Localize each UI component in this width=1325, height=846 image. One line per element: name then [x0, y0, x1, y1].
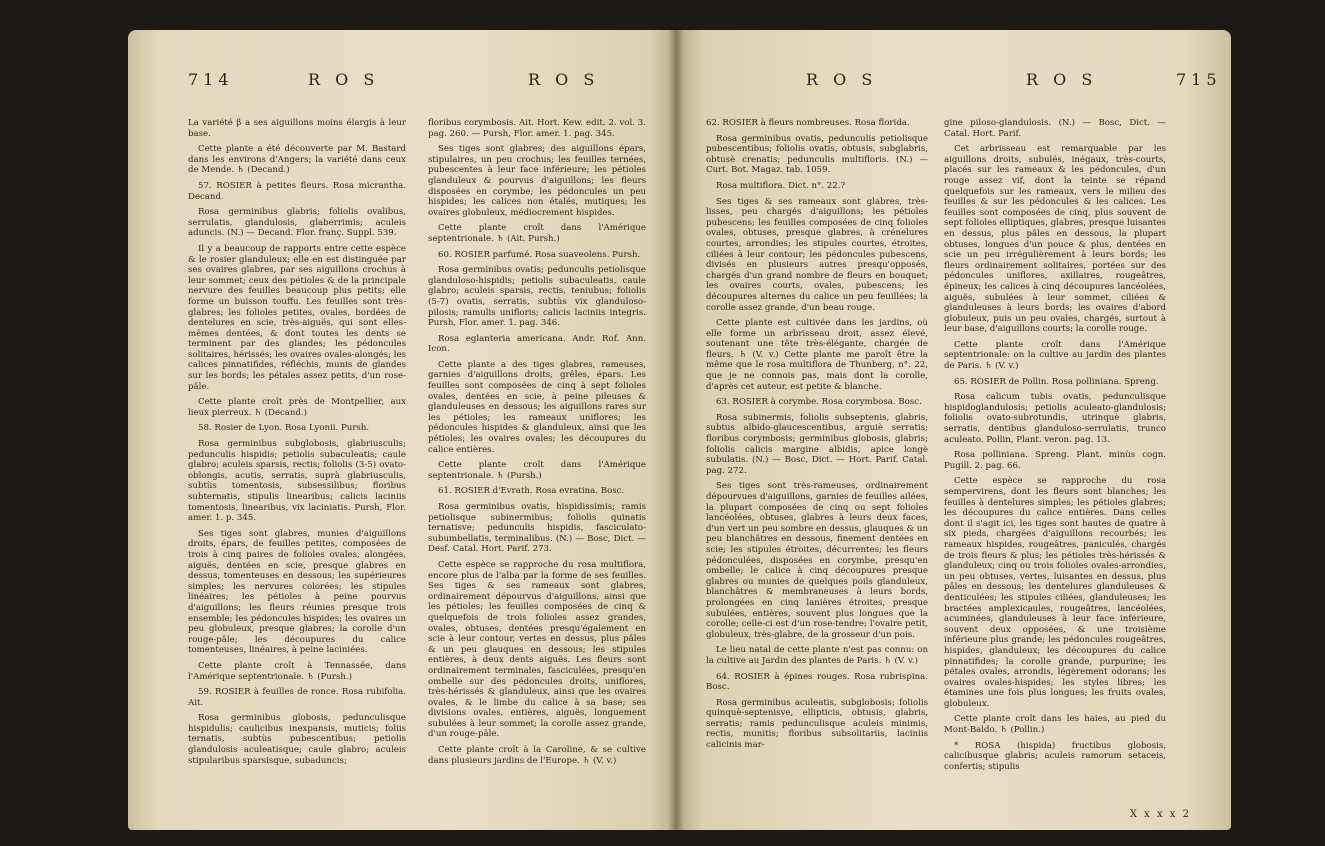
running-head-right-col1: R O S: [806, 70, 878, 89]
paragraph: 62. ROSIER à fleurs nombreuses. Rosa florida.: [706, 118, 910, 128]
page-number-right: 715: [1176, 70, 1222, 89]
paragraph: 57. ROSIER à petites fleurs. Rosa micrantha. Decand.: [188, 180, 406, 202]
paragraph: Il y a beaucoup de rapports entre cette espèce & le rosier glanduleux; elle en est distinguée par ses ovaires glabres, par ses aiguillons crochus à leur sommet; ceux des pétioles & de la principale nervure des feuilles beaucoup plus petits; elle forme un buisson touffu. Les feuilles sont très-glabres; les folioles petites, ovales, bordées de dentelures en scie, très-aiguës, qui sont elles-mêmes dentées, & dont toutes les dents se terminent par des glandes; les pédoncules solitaires, hérissés; les ovaires ovales-alongés; les calices pinnatifides, réfléchis, munis de glandes sur les bords; les pétales assez petits, d'un rose-pâle.: [188, 243, 406, 392]
paragraph: Rosa germinibus globosis, pedunculisque hispidulis; caulicibus inexpansis, muticis; foliis ternatis, subtùs pubescentibus; petiolis glandulosis aculeatisque; caule glabro; aculeis stipularibus sparsisque, subaduncis;: [188, 713, 406, 766]
paragraph: Cette plante est cultivée dans les jardins, où elle forme un arbrisseau droit, assez élevé, soutenant une tête très-élégante, chargée de fleurs. ♄ (V. v.) Cette plante me paroît être la même que le rosa multiflora de Thunberg, n°. 22, que je ne connois pas, mais dont la corolle, d'après cet auteur, est petite & blanche.: [706, 318, 928, 392]
right-page-column-2: [944, 118, 1166, 806]
right-page: [676, 30, 1231, 830]
signature-mark: X x x x 2: [1129, 809, 1191, 820]
paragraph: Cet arbrisseau est remarquable par les aiguillons droits, subulés, inégaux, très-courts, placés sur les rameaux & les pédoncules, d'un rouge assez vif, dont la teinte se répand quelquefois sur les rameaux, vers le milieu des feuilles & sur les pédoncules & les calices. Les feuilles sont composées de cinq, plus souvent de sept folioles elliptiques, glabres, presque luisantes en dessus, plus pâles en dessous, la plupart obtuses, longues d'un pouce & plus, dentées en scie un peu irrégulièrement à leurs bords; les fleurs ordinairement solitaires, portées sur des pédoncules uniflores, axillaires, rougeâtres, épineux; les calices à cinq découpures lancéolées, aiguës, subulées à leur sommet, ciliées & glanduleuses à leurs bords; les ovaires d'abord globuleux, puis un peu ovales, chargés, surtout à leur base, d'aiguillons courts; la corolle rouge.: [944, 144, 1166, 335]
paragraph: Cette plante croît dans l'Amérique septentrionale. ♄ (Ait. Pursh.): [428, 223, 646, 244]
paragraph: 58. Rosier de Lyon. Rosa Lyonii. Pursh.: [198, 423, 370, 434]
paragraph: Le lieu natal de cette plante n'est pas connu: on la cultive au Jardin des plantes de Paris. ♄ (V. v.): [706, 645, 928, 666]
paragraph: Rosa multiflora. Dict. n°. 22.?: [716, 180, 846, 191]
left-page-column-1: [188, 118, 406, 818]
paragraph: Ses tiges sont glabres, munies d'aiguillons droits, épars, de feuilles petites, composées de trois à cinq paires de folioles ovales, alongées, aiguës, dentées en scie, presque glabres en dessus, tomenteuses en dessous; les supérieures simples; les nervures colorées; les stipules linéaires; les pétioles à peine pourvus d'aiguillons; les fleurs réunies presque trois ensemble; les pédoncules hispides; les ovaires un peu globuleux, presque glabres; la corolle d'un rouge-pâle; les découpures du calice tomenteuses, linéaires, à peine laciniées.: [188, 528, 406, 656]
paragraph: 65. ROSIER de Pollin. Rosa polliniana. Spreng.: [954, 376, 1159, 387]
paragraph: Rosa germinibus subglobosis, glabriusculis; pedunculis hispidis; petiolis subaculeatis; caule glabro; aculeis sparsis, rectis; foliolis (3-5) ovato-oblongis, acutis, serratis, suprà glabriusculis, subtùs tomentosis, subsessilibus; floribus subternatis, stipulis linearibus; calicis laciniis tomentosis, linearibus, vix laciniatis. Pursh, Flor. amer. 1. p. 345.: [188, 439, 406, 524]
paragraph: Rosa germinibus ovatis; pedunculis petiolisque glanduloso-hispidis; petiolis subaculeatis, caule glabro; aculeis sparsis, rectis, teniubus; foliolis (5-7) ovatis, serratis, subtùs vix glanduloso-pilosis; ramulis unifloris; calicis laciniis integris. Pursh, Flor. amer. 1. pag. 346.: [428, 265, 646, 329]
paragraph: La variété β a ses aiguillons moins élargis à leur base.: [188, 118, 406, 139]
paragraph: Rosa germinibus ovatis, hispidissimis; ramis petiolisque subinermibus; foliolis quinatis ternatisve; pedunculis hispidis, fasciculato-subumbellatis, terminalibus. (N.) — Bosc, Dict. — Desf. Catal. Hort. Parif. 273.: [428, 502, 646, 555]
paragraph: Rosa subinermis, foliolis subseptenis, glabris, subtus albido-glaucescentibus, arguiè serratis; floribus corymbosis; germinibus globosis, glabris; foliolis calicis margine albidis, apice longè subulatis. (N.) — Bosc, Dict. — Hort. Parif. Catal. pag. 272.: [706, 412, 928, 476]
paragraph: Rosa polliniana. Spreng. Plant. minùs cogn. Pugill. 2. pag. 66.: [944, 450, 1166, 471]
paragraph: 64. ROSIER à épines rouges. Rosa rubrispina. Bosc.: [706, 671, 928, 693]
paragraph: Ses tiges sont très-rameuses, ordinairement dépourvues d'aiguillons, garnies de feuilles ailées, la plupart composées de cinq ou sept folioles lancéolées, obtuses, glabres à leurs deux faces, d'un vert un peu sombre en dessus, glauques & un peu blanchâtres en dessous, finement dentées en scie; les stipules étroites, décurrentes; les fleurs pédonculées, disposées en corymbe, presqu'en ombelle; le calice à cinq découpures presque glabres ou munies de quelques poils glanduleux, blanchâtres & membraneuses à leurs bords, prolongées en cinq lanières étroites, presque subulées, entières, souvent plus longues que la corolle; celle-ci est d'un rose-tendre; l'ovaire petit, globuleux, très-glabre, de la grosseur d'un pois.: [706, 481, 928, 640]
left-page-column-2: [428, 118, 646, 818]
paragraph: 59. ROSIER à feuilles de ronce. Rosa rubifolia. Ait.: [188, 687, 406, 708]
right-page-column-1: [706, 118, 928, 818]
paragraph: 61. ROSIER d'Evrath. Rosa evratina. Bosc.: [438, 486, 625, 497]
paragraph: 60. ROSIER parfumé. Rosa suaveolens. Pursh.: [438, 249, 641, 260]
paragraph: * ROSA (hispida) fructibus globosis, calicibusque glabris; aculeis ramorum setaceis, confertis; stipulis: [944, 740, 1166, 772]
paragraph: Rosa calicum tubis ovatis, pedunculisque hispidoglandulosis; petiolis aculeato-glandulosis; foliolis ovato-subrotundis, utrinquè glabris, serratis, dentibus glanduloso-serrulatis, trunco aculeato. Pollin, Plant. veron. pag. 13.: [944, 392, 1166, 445]
book-gutter: [668, 30, 684, 830]
running-head-right-col2: R O S: [1026, 70, 1098, 89]
paragraph: Cette plante croît dans l'Amérique septentrionale: on la cultive au jardin des plantes de Paris. ♄ (V. v.): [944, 339, 1166, 372]
paragraph: Rosa germinibus glabris; foliolis ovalibus, serrulatis, glandulosis, glaberrimis; aculeis aduncis. (N.) — Decand. Flor. franç. Suppl. 539.: [188, 207, 406, 239]
paragraph: 63. ROSIER à corymbe. Rosa corymbosa. Bosc.: [716, 397, 922, 408]
paragraph: floribus corymbosis. Ait. Hort. Kew. edit. 2. vol. 3. pag. 260. — Pursh, Flor. amer. 1. pag. 345.: [428, 118, 646, 139]
running-head-left-col1: R O S: [308, 70, 380, 89]
paragraph: Cette plante a des tiges glabres, rameuses, garnies d'aiguillons droits, grêles, épars. Les feuilles sont composées de cinq à sept folioles ovales, dentées en scie, à peine pileuses & glanduleuses en dessous; les aiguillons rares sur les pétioles; les rameaux uniflores; les pédoncules hispides & glanduleux, ainsi que les pétioles; les ovaires ovales; les découpures du calice entières.: [428, 359, 646, 455]
page-number-left: 714: [188, 70, 234, 89]
paragraph: Cette plante a été découverte par M. Bastard dans les environs d'Angers; la variété dans ceux de Mende. ♄ (Decand.): [188, 144, 406, 176]
paragraph: Cette espèce se rapproche du rosa sempervirens, dont les fleurs sont blanches; les feuilles à dentelures simples; les pétioles glabres; les découpures du calice entières. Dans celles dont il s'agit ici, les tiges sont hautes de quatre à six pieds, chargées d'aiguillons recourbés; les rameaux hispides, rougeâtres, paniculés, chargés de trois fleurs & plus; les pétioles très-hérissés & glanduleux; cinq ou trois folioles ovales-arrondies, un peu obtuses, vertes, luisantes en dessus, plus pâles en dessous; les dentelures glanduleuses & denticulées; les stipules ciliées, glanduleuses; les bractées amplexicaules, rougeâtres, lancéolées, acuminées, glanduleuses à leur face inférieure, souvent deux opposées, & une troisième inférieure plus grande; les pédoncules rougeâtres, hispides, glanduleux; les découpures du calice pinnatifides; la corolle grande, purpurine; les pétales ovales, arrondis, légèrement odorans; les ovaires ovales-hispides; les styles libres; les étamines une fois plus longues; les fruits ovales, globuleux.: [944, 476, 1166, 709]
paragraph: Ses tiges & ses rameaux sont glabres, très-lisses, peu chargés d'aiguillons; les pétioles pubescens; les feuilles composées de cinq folioles ovales, obtuses, presque glabres, à crénelures courtes, arrondies; les stipules courtes, étroites, ciliées à leur contour; les pédoncules pubescens, divisés en plusieurs autres presqu'opposés, chargés d'un grand nombre de fleurs en bouquet; les ovaires courts, ovales, pubescens; les découpures alternes du calice un peu feuillées; la corolle assez grande, d'un beau rouge.: [706, 196, 928, 313]
paragraph: Cette plante croît à Tennassée, dans l'Amérique septentrionale. ♄ (Pursh.): [188, 660, 406, 682]
paragraph: Cette plante croît dans les haies, au pied du Mont-Baldo. ♄ (Pollin.): [944, 714, 1166, 736]
paragraph: gine piloso-glandulosis. (N.) — Bosc, Dict. — Catal. Hort. Parif.: [944, 118, 1166, 139]
running-head-left-col2: R O S: [528, 70, 600, 89]
paragraph: Cette plante croît dans l'Amérique septentrionale. ♄ (Pursh.): [428, 460, 646, 481]
paragraph: Cette plante croît à la Caroline, & se cultive dans plusieurs jardins de l'Europe. ♄ (V. v.): [428, 745, 646, 766]
paragraph: Ses tiges sont glabres; des aiguillons épars, stipulaires, un peu crochus; les feuilles ternées, pubescentes à leur face inférieure; les pétioles glanduleux & pourvus d'aiguillons; les fleurs disposées en corymbe; les pédoncules un peu hispides; les calices non étalés, mutiques; les ovaires globuleux, médiocrement hispides.: [428, 144, 646, 218]
paragraph: Rosa germinibus ovatis, pedunculis petiolisque pubescentibus; foliolis ovatis, obtusis, subglabris, obtusè crenatis; pedunculis multifloris. (N.) — Curt. Bot. Magaz. tab. 1059.: [706, 133, 928, 176]
paragraph: Rosa germinibus aculeatis, subglobosis; foliolis quinquè-septenisve, ellipticis, obtusis, glabris, serratis; ramis pedunculisque aculeis minimis, rectis, munitis; floribus subsolitariis, laciniis calicinis mar-: [706, 697, 928, 751]
paragraph: Cette plante croît près de Montpellier, aux lieux pierreux. ♄ (Decand.): [188, 397, 406, 418]
paragraph: Cette espèce se rapproche du rosa multiflora, encore plus de l'alba par la forme de ses feuilles. Ses tiges & ses rameaux sont glabres, ordinairement dépourvus d'aiguillons, ainsi que les pétioles; les feuilles composées de cinq & quelquefois de trois folioles assez grandes, ovales, obtuses, dentées presqu'également en scie à leur contour, vertes en dessus, plus pâles & un peu glauques en dessous; les stipules entières, à deux dents aiguës. Les fleurs sont ordinairement terminales, fasciculées, presqu'en ombelle sur des pédoncules droits, uniflores, très-hérissés & glanduleux, ainsi que les ovaires ovales, & le limbe du calice à sa base; ses divisions ovales, entières, aiguës, longuement subulées à leur sommet; la corolle assez grande, d'un rouge-pâle.: [428, 559, 646, 740]
paragraph: Rosa eglanteria americana. Andr. Rof. Ann. Icon.: [428, 333, 646, 355]
left-page: [128, 30, 676, 830]
